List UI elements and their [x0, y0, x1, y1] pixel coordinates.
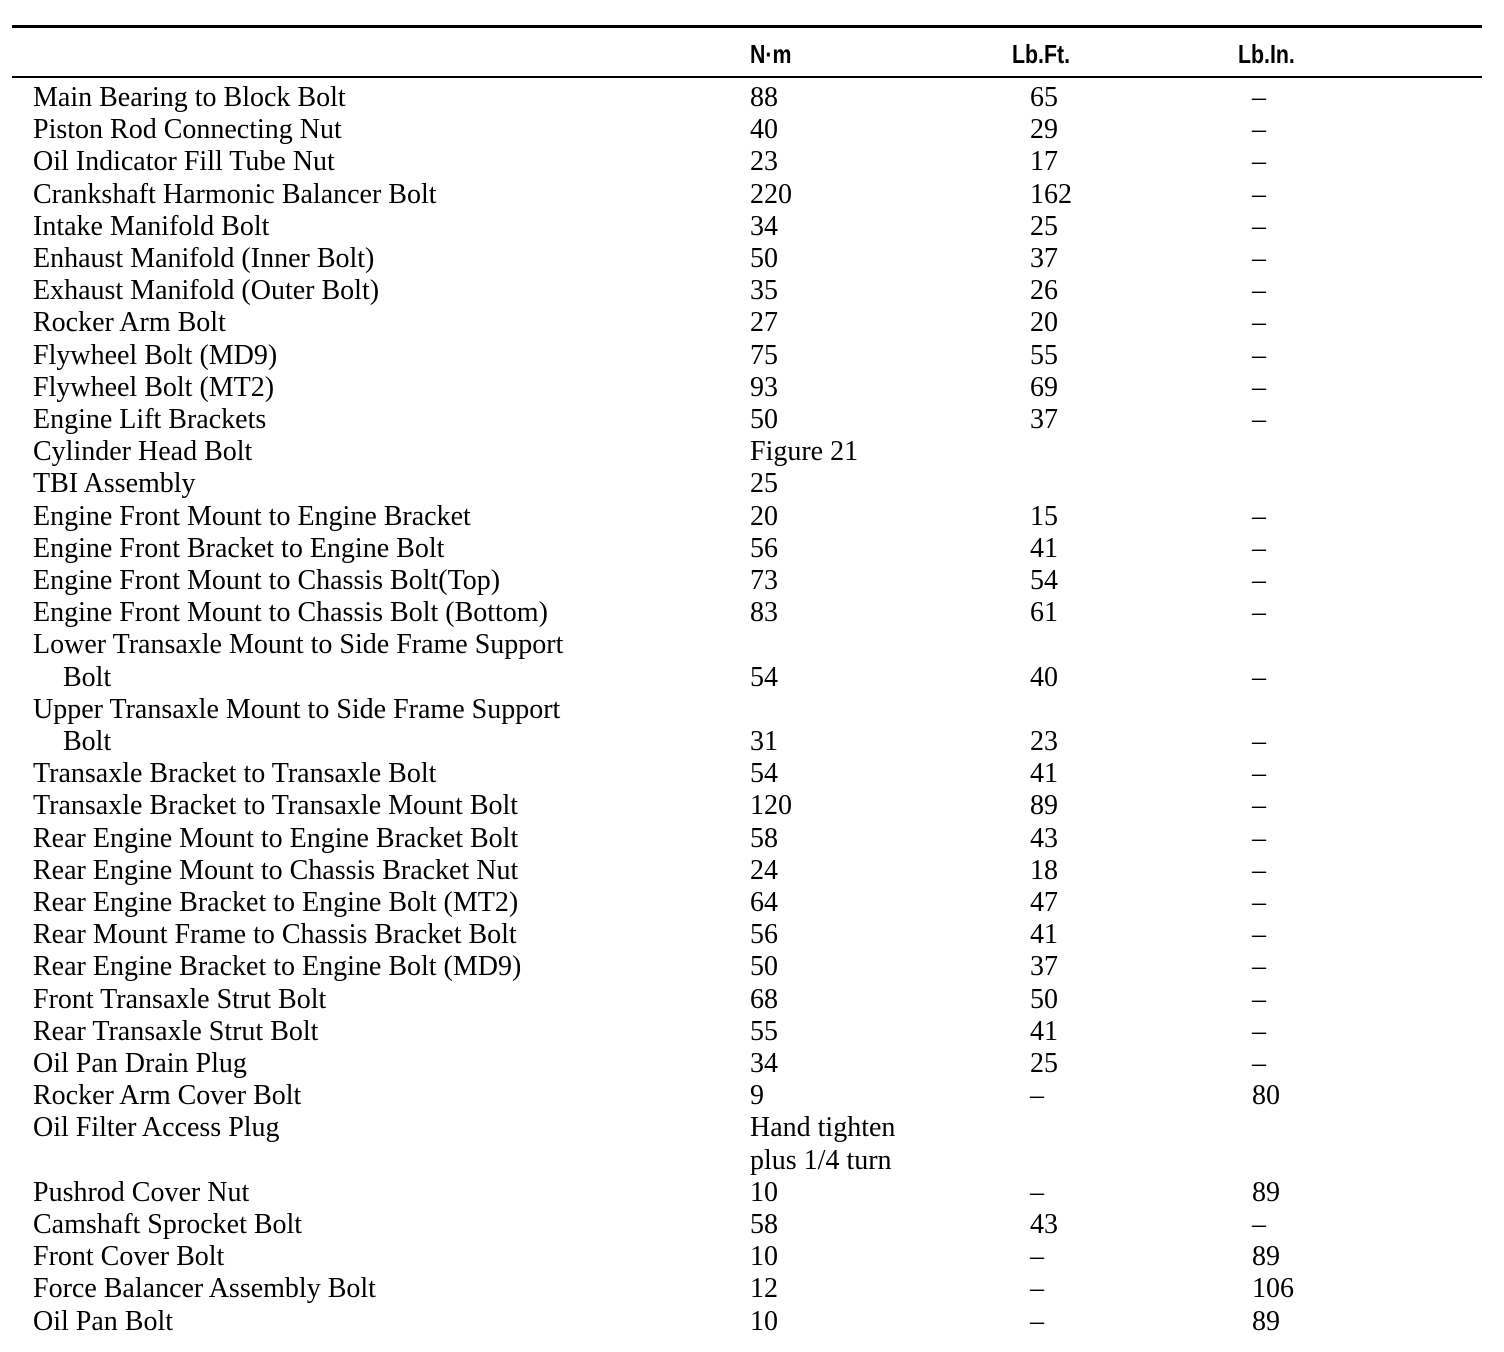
row-description: Transaxle Bracket to Transaxle Bolt [33, 758, 437, 790]
row-description: Pushrod Cover Nut [33, 1176, 250, 1208]
row-value-nm: 27 [750, 307, 778, 339]
row-description: TBI Assembly [33, 468, 196, 500]
row-value-nm: 220 [750, 178, 792, 210]
row-value-lbft: 26 [1030, 275, 1058, 307]
row-value-lbin: – [1252, 951, 1266, 983]
row-value-lbft: 43 [1030, 822, 1058, 854]
row-description: Lower Transaxle Mount to Side Frame Support [33, 629, 564, 661]
row-value-nm: 75 [750, 339, 778, 371]
row-value-lbin: – [1252, 1048, 1266, 1079]
row-value-lbft: 65 [1030, 82, 1058, 113]
row-value-nm: 58 [750, 822, 778, 854]
row-value-nm: 54 [750, 758, 778, 790]
row-value-nm: 54 [750, 661, 778, 693]
row-value-lbin: 89 [1252, 1176, 1280, 1208]
row-description: Front Transaxle Strut Bolt [33, 983, 327, 1015]
row-value-lbft: 61 [1030, 597, 1058, 629]
row-description: Rocker Arm Cover Bolt [33, 1080, 302, 1112]
row-description: Engine Front Mount to Engine Bracket [33, 500, 471, 532]
column-header-nm: N·m [750, 39, 792, 69]
row-value-lbft: 47 [1030, 887, 1058, 918]
row-description: Rear Engine Bracket to Engine Bolt (MT2) [33, 887, 519, 918]
row-value-lbft: 17 [1030, 146, 1058, 178]
row-value-nm-continued: plus 1/4 turn [750, 1144, 892, 1176]
row-description: Oil Filter Access Plug [33, 1112, 280, 1144]
row-value-lbft: 55 [1030, 339, 1058, 371]
row-value-lbin: – [1252, 210, 1266, 242]
row-value-lbft: 41 [1030, 758, 1058, 790]
row-description: Force Balancer Assembly Bolt [33, 1273, 376, 1305]
row-value-lbin: – [1252, 371, 1266, 403]
row-description: Engine Front Bracket to Engine Bolt [33, 532, 445, 564]
row-value-nm: 23 [750, 146, 778, 178]
row-value-nm: 34 [750, 210, 778, 242]
row-value-lbin: 89 [1252, 1241, 1280, 1273]
row-value-lbin: – [1252, 275, 1266, 307]
row-value-lbin: – [1252, 983, 1266, 1015]
row-value-nm: 10 [750, 1305, 778, 1337]
row-value-lbin: – [1252, 500, 1266, 532]
row-value-nm: 34 [750, 1048, 778, 1079]
row-value-lbft: 37 [1030, 951, 1058, 983]
row-value-nm: 55 [750, 1015, 778, 1047]
row-value-nm: 20 [750, 500, 778, 532]
row-value-lbin: – [1252, 790, 1266, 822]
row-value-lbft: 25 [1030, 210, 1058, 242]
row-description: Cylinder Head Bolt [33, 436, 253, 468]
row-description: Engine Front Mount to Chassis Bolt(Top) [33, 565, 501, 596]
row-value-lbin: – [1252, 1209, 1266, 1240]
row-value-nm: 12 [750, 1273, 778, 1305]
row-value-nm: 56 [750, 532, 778, 564]
row-value-lbft: 43 [1030, 1209, 1058, 1240]
row-value-nm: 10 [750, 1176, 778, 1208]
row-value-nm: 9 [750, 1080, 764, 1112]
row-value-lbft: 23 [1030, 726, 1058, 757]
row-description: Piston Rod Connecting Nut [33, 114, 342, 146]
row-value-lbft: 162 [1030, 178, 1072, 210]
row-description: Transaxle Bracket to Transaxle Mount Bolt [33, 790, 519, 822]
row-value-lbin: – [1252, 82, 1266, 113]
column-header-lbin: Lb.In. [1238, 39, 1295, 69]
row-value-lbin: – [1252, 339, 1266, 371]
row-value-lbft: 41 [1030, 1015, 1058, 1047]
row-value-lbft: – [1030, 1241, 1044, 1273]
row-description: Main Bearing to Block Bolt [33, 82, 346, 113]
row-value-nm: 93 [750, 371, 778, 403]
row-value-lbft: 20 [1030, 307, 1058, 339]
row-description: Rocker Arm Bolt [33, 307, 226, 339]
row-description: Rear Transaxle Strut Bolt [33, 1015, 319, 1047]
row-value-lbin: – [1252, 146, 1266, 178]
row-value-nm: Hand tighten [750, 1112, 896, 1144]
row-value-lbft: 29 [1030, 114, 1058, 146]
row-description: Oil Pan Bolt [33, 1305, 174, 1337]
row-description: Exhaust Manifold (Outer Bolt) [33, 275, 380, 307]
row-value-nm: 24 [750, 854, 778, 886]
row-value-lbin: – [1252, 661, 1266, 693]
row-value-lbin: 106 [1252, 1273, 1294, 1305]
row-value-lbin: – [1252, 854, 1266, 886]
row-value-nm: 68 [750, 983, 778, 1015]
row-value-lbft: – [1030, 1305, 1044, 1337]
row-value-nm: 50 [750, 951, 778, 983]
row-description: Rear Engine Mount to Engine Bracket Bolt [33, 822, 519, 854]
row-value-lbin: – [1252, 178, 1266, 210]
row-value-nm: 10 [750, 1241, 778, 1273]
row-value-nm: 50 [750, 404, 778, 435]
row-value-nm: Figure 21 [750, 436, 859, 468]
row-description: Enhaust Manifold (Inner Bolt) [33, 243, 375, 274]
row-value-lbin: – [1252, 1015, 1266, 1047]
row-value-lbft: – [1030, 1080, 1044, 1112]
row-value-lbin: – [1252, 726, 1266, 757]
column-header-lbft: Lb.Ft. [1012, 39, 1071, 69]
row-value-lbft: 37 [1030, 404, 1058, 435]
row-value-lbft: 40 [1030, 661, 1058, 693]
row-value-nm: 50 [750, 243, 778, 274]
row-description: Flywheel Bolt (MD9) [33, 339, 278, 371]
row-description-continued: Bolt [63, 661, 112, 693]
row-value-lbft: – [1030, 1176, 1044, 1208]
row-value-lbin: – [1252, 404, 1266, 435]
row-value-lbft: 15 [1030, 500, 1058, 532]
row-value-lbin: – [1252, 114, 1266, 146]
row-value-nm: 73 [750, 565, 778, 596]
row-value-lbin: – [1252, 822, 1266, 854]
row-value-lbin: – [1252, 597, 1266, 629]
row-value-lbin: – [1252, 887, 1266, 918]
row-description: Engine Lift Brackets [33, 404, 267, 435]
row-description: Oil Pan Drain Plug [33, 1048, 247, 1079]
row-description: Camshaft Sprocket Bolt [33, 1209, 303, 1240]
row-value-lbin: 89 [1252, 1305, 1280, 1337]
row-value-nm: 31 [750, 726, 778, 757]
row-description: Rear Engine Bracket to Engine Bolt (MD9) [33, 951, 522, 983]
row-value-lbin: 80 [1252, 1080, 1280, 1112]
row-value-lbft: 89 [1030, 790, 1058, 822]
row-value-lbin: – [1252, 565, 1266, 596]
row-value-nm: 88 [750, 82, 778, 113]
row-value-lbin: – [1252, 532, 1266, 564]
row-value-nm: 120 [750, 790, 792, 822]
row-value-lbin: – [1252, 758, 1266, 790]
row-description: Flywheel Bolt (MT2) [33, 371, 275, 403]
row-description: Crankshaft Harmonic Balancer Bolt [33, 178, 437, 210]
row-value-nm: 58 [750, 1209, 778, 1240]
row-description: Rear Mount Frame to Chassis Bracket Bolt [33, 919, 517, 951]
row-description-continued: Bolt [63, 726, 112, 757]
row-value-lbft: 41 [1030, 532, 1058, 564]
row-description: Intake Manifold Bolt [33, 210, 270, 242]
row-value-lbft: 37 [1030, 243, 1058, 274]
row-value-nm: 35 [750, 275, 778, 307]
row-value-lbft: 41 [1030, 919, 1058, 951]
row-description: Rear Engine Mount to Chassis Bracket Nut [33, 854, 519, 886]
row-value-nm: 83 [750, 597, 778, 629]
row-value-lbft: 69 [1030, 371, 1058, 403]
row-value-nm: 64 [750, 887, 778, 918]
row-value-nm: 25 [750, 468, 778, 500]
row-description: Upper Transaxle Mount to Side Frame Support [33, 693, 561, 725]
row-value-lbin: – [1252, 243, 1266, 274]
row-description: Oil Indicator Fill Tube Nut [33, 146, 335, 178]
row-value-lbft: 18 [1030, 854, 1058, 886]
row-value-lbin: – [1252, 919, 1266, 951]
row-description: Engine Front Mount to Chassis Bolt (Bottom) [33, 597, 548, 629]
row-value-lbft: 50 [1030, 983, 1058, 1015]
row-value-lbft: – [1030, 1273, 1044, 1305]
row-value-lbft: 54 [1030, 565, 1058, 596]
row-value-nm: 56 [750, 919, 778, 951]
row-value-lbin: – [1252, 307, 1266, 339]
row-description: Front Cover Bolt [33, 1241, 225, 1273]
row-value-nm: 40 [750, 114, 778, 146]
row-value-lbft: 25 [1030, 1048, 1058, 1079]
